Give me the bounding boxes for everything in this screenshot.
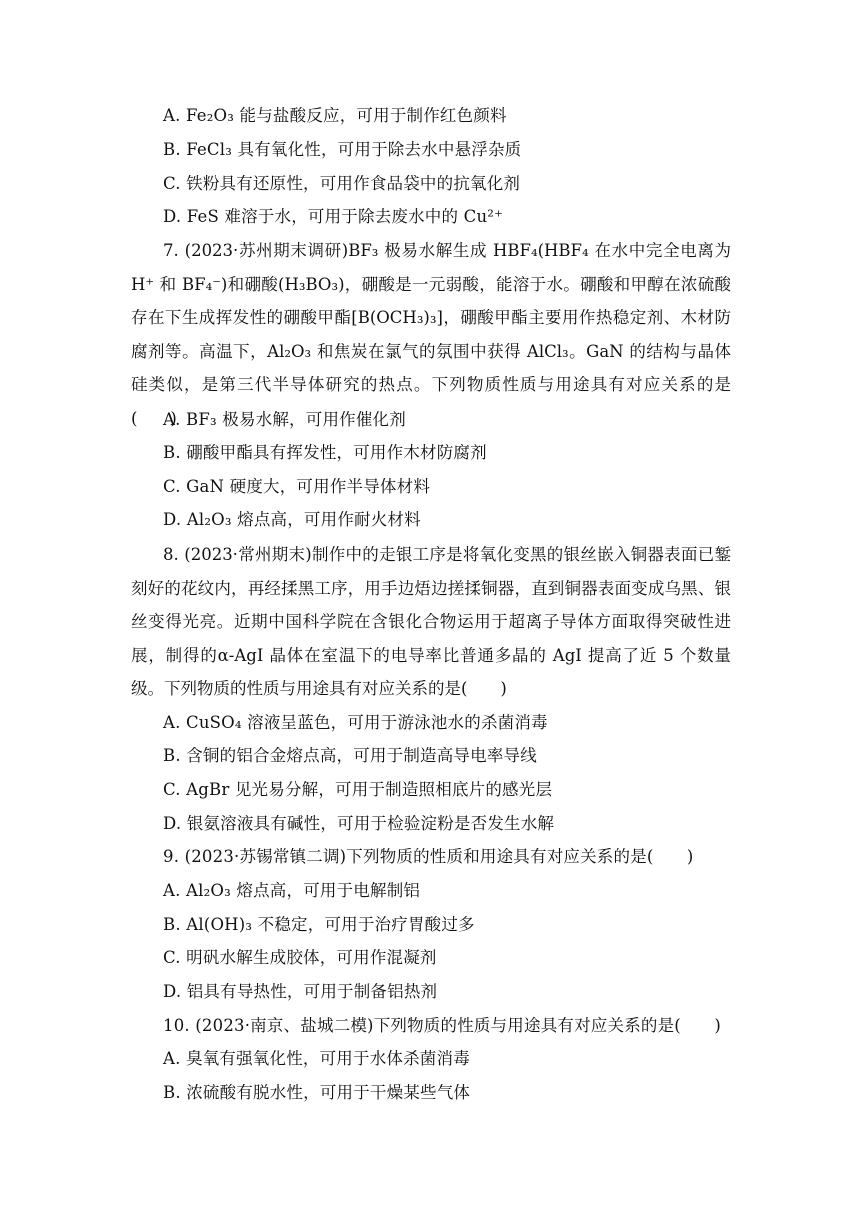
q9-option-a: A. Al₂O₃ 熔点高，可用于电解制铝 xyxy=(163,881,421,900)
q8-option-d: D. 银氨溶液具有碱性，可用于检验淀粉是否发生水解 xyxy=(163,814,555,833)
q7-option-d: D. Al₂O₃ 熔点高，可用作耐火材料 xyxy=(163,510,421,529)
q6-option-d: D. FeS 难溶于水，可用于除去废水中的 Cu²⁺ xyxy=(163,207,504,226)
q9-option-d: D. 铝具有导热性，可用于制备铝热剂 xyxy=(163,982,438,1001)
q7-option-c: C. GaN 硬度大，可用作半导体材料 xyxy=(163,477,431,496)
q8-stem: 8. (2023·常州期末)制作中的走银工序是将氧化变黑的银丝嵌入铜器表面已錾刻好的花纹内，再经揉黑工序，用手边焐边搓揉铜器，直到铜器表面变成乌黑、银丝变得光亮。近期中国科学院在含银化合物运用于超离子导体方面取得突破性进展，制得的α-AgI 晶体在室温下的电导率比普通多晶的 AgI 提高了近 5 个数量级。下列物质的性质与用途具有对应关系的是( ) xyxy=(131,545,731,698)
q7-option-a: A. BF₃ 极易水解，可用作催化剂 xyxy=(163,410,406,429)
q10-stem: 10. (2023·南京、盐城二模)下列物质的性质与用途具有对应关系的是( ) xyxy=(163,1016,721,1035)
q6-option-a: A. Fe₂O₃ 能与盐酸反应，可用于制作红色颜料 xyxy=(163,106,507,125)
q10-option-a: A. 臭氧有强氧化性，可用于水体杀菌消毒 xyxy=(163,1049,470,1068)
q9-option-c: C. 明矾水解生成胶体，可用作混凝剂 xyxy=(163,948,437,967)
q9-stem: 9. (2023·苏锡常镇二调)下列物质的性质和用途具有对应关系的是( ) xyxy=(163,847,694,866)
q7-stem: 7. (2023·苏州期末调研)BF₃ 极易水解生成 HBF₄(HBF₄ 在水中完全电离为 H⁺ 和 BF₄⁻)和硼酸(H₃BO₃)，硼酸是一元弱酸，能溶于水。硼酸和甲醇在浓硫酸存在下生成挥发性的硼酸甲酯[B(OCH₃)₃]，硼酸甲酯主要用作热稳定剂、木材防腐剂等。高温下，Al₂O₃ 和焦炭在氯气的氛围中获得 AlCl₃。GaN 的结构与晶体硅类似，是第三代半导体研究的热点。下列物质性质与用途具有对应关系的是( ) xyxy=(131,241,731,428)
q8-option-b: B. 含铜的铝合金熔点高，可用于制造高导电率导线 xyxy=(163,746,537,765)
q8-option-c: C. AgBr 见光易分解，可用于制造照相底片的感光层 xyxy=(163,780,553,799)
q7-option-b: B. 硼酸甲酯具有挥发性，可用作木材防腐剂 xyxy=(163,443,487,462)
q6-option-b: B. FeCl₃ 具有氧化性，可用于除去水中悬浮杂质 xyxy=(163,140,522,159)
q8-option-a: A. CuSO₄ 溶液呈蓝色，可用于游泳池水的杀菌消毒 xyxy=(163,713,548,732)
q6-option-c: C. 铁粉具有还原性，可用作食品袋中的抗氧化剂 xyxy=(163,174,521,193)
q9-option-b: B. Al(OH)₃ 不稳定，可用于治疗胃酸过多 xyxy=(163,915,475,934)
q10-option-b: B. 浓硫酸有脱水性，可用于干燥某些气体 xyxy=(163,1083,471,1102)
